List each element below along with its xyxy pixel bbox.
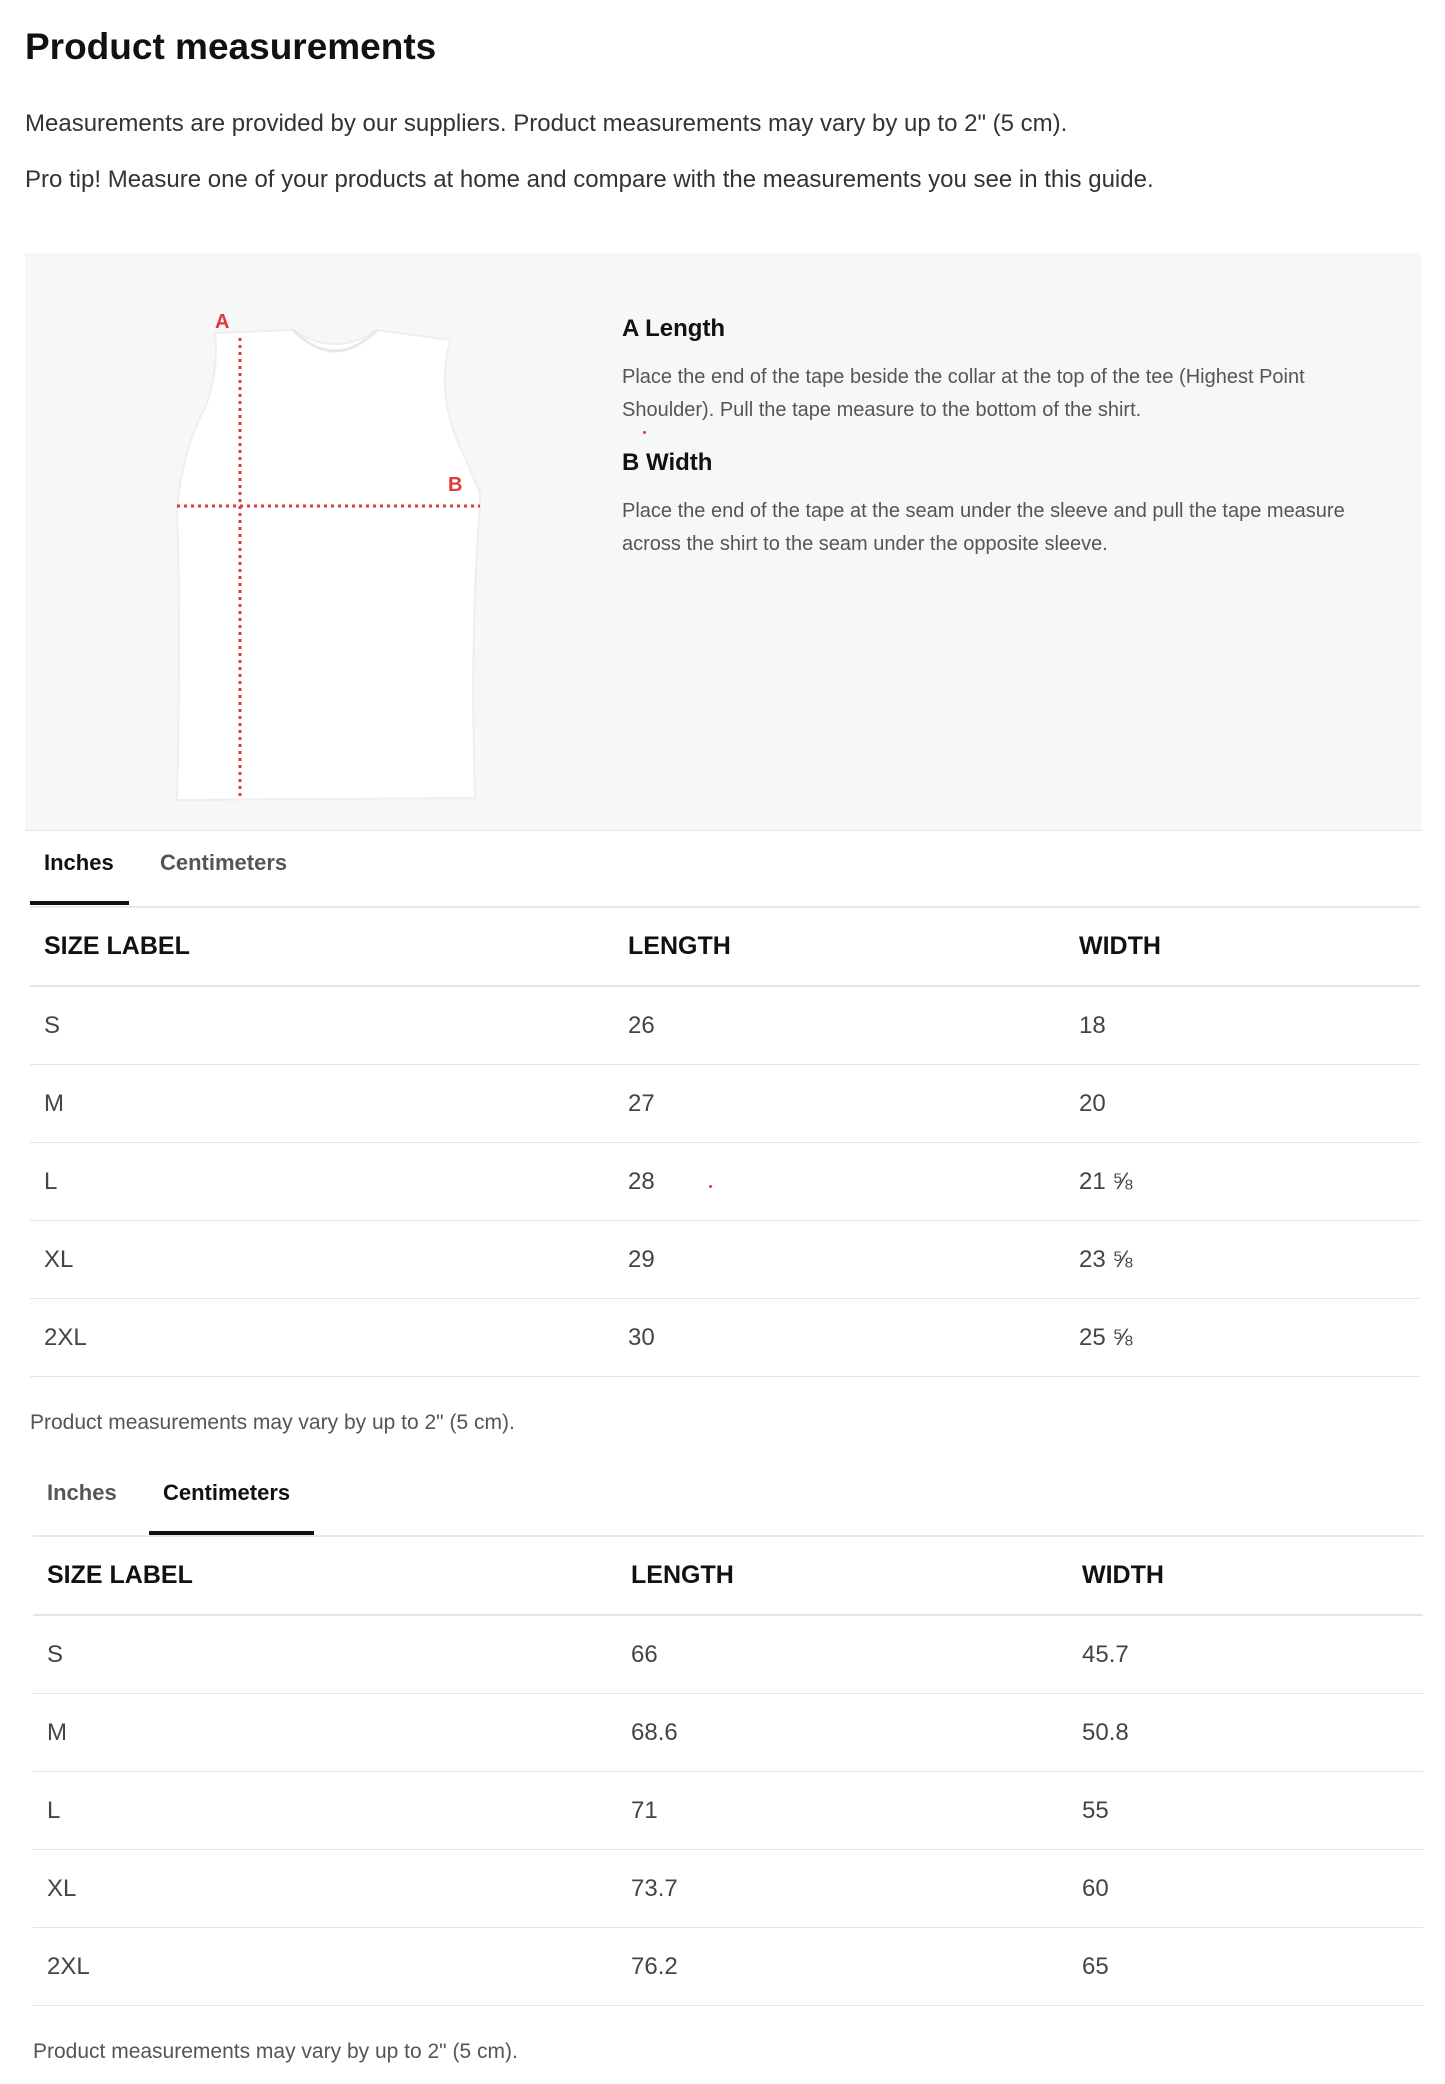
active-tab-indicator [30, 901, 129, 905]
width-cell: 25 ⅝ [1065, 1299, 1420, 1377]
column-header-width: WIDTH [1068, 1536, 1423, 1615]
table-row [30, 1221, 1420, 1299]
length-cell: 27 [614, 1065, 1065, 1143]
table-row [33, 1694, 1423, 1772]
table-header-row [33, 1536, 1423, 1615]
width-cell: 45.7 [1068, 1615, 1423, 1694]
table-row [33, 1772, 1423, 1850]
length-cell: 26 [614, 986, 1065, 1065]
column-header-length: LENGTH [614, 907, 1065, 986]
tab-inches[interactable]: Inches [47, 1480, 117, 1505]
length-cell: 30 [614, 1299, 1065, 1377]
width-description: Place the end of the tape at the seam under the sleeve and pull the tape measure across the shirt to the seam under the opposite sleeve. [622, 500, 1345, 555]
table-footnote: Product measurements may vary by up to 2" (5 cm). [33, 2040, 518, 2063]
page-title: Product measurements [25, 26, 437, 67]
table-row [33, 1850, 1423, 1928]
length-heading: A Length [622, 315, 726, 342]
artifact-dot [709, 1185, 712, 1188]
unit-tabs [33, 1460, 1423, 1536]
table-header-row [30, 907, 1420, 986]
artifact-dot [643, 431, 646, 434]
width-heading: B Width [622, 449, 713, 476]
width-cell: 55 [1068, 1772, 1423, 1850]
width-cell: 50.8 [1068, 1694, 1423, 1772]
intro-text: Measurements are provided by our suppliers. Product measurements may vary by up to 2" (5 cm). [25, 110, 1068, 137]
length-cell: 28 [614, 1143, 1065, 1221]
tab-centimeters[interactable]: Centimeters [163, 1480, 291, 1505]
table-footnote: Product measurements may vary by up to 2" (5 cm). [30, 1411, 515, 1434]
length-description: Place the end of the tape beside the collar at the top of the tee (Highest Point Shoulder). Pull the tape measure to the bottom of the shirt. [622, 366, 1305, 421]
tab-centimeters[interactable]: Centimeters [160, 850, 288, 875]
length-cell: 29 [614, 1221, 1065, 1299]
length-cell: 76.2 [617, 1928, 1068, 2006]
table-row [33, 1615, 1423, 1694]
size-table-inches [30, 906, 1420, 1377]
width-cell: 18 [1065, 986, 1420, 1065]
label-a: A [215, 311, 230, 333]
measurement-instructions [622, 315, 1392, 583]
column-header-size: SIZE LABEL [30, 907, 614, 986]
unit-tabs [30, 830, 1420, 906]
tank-top-diagram [135, 298, 535, 818]
table-row [33, 1928, 1423, 2006]
size-cell: 2XL [30, 1299, 614, 1377]
length-cell: 66 [617, 1615, 1068, 1694]
column-header-width: WIDTH [1065, 907, 1420, 986]
size-cell: XL [33, 1850, 617, 1928]
size-cell: L [30, 1143, 614, 1221]
label-b: B [448, 474, 463, 496]
size-cell: S [30, 986, 614, 1065]
length-cell: 68.6 [617, 1694, 1068, 1772]
table-row [30, 986, 1420, 1065]
size-cell: 2XL [33, 1928, 617, 2006]
width-cell: 20 [1065, 1065, 1420, 1143]
size-cell: M [33, 1694, 617, 1772]
length-cell: 71 [617, 1772, 1068, 1850]
size-table-centimeters [33, 1535, 1423, 2006]
table-row [30, 1299, 1420, 1377]
measurement-guide-panel [25, 253, 1422, 831]
table-row [30, 1065, 1420, 1143]
size-cell: L [33, 1772, 617, 1850]
width-cell: 21 ⅝ [1065, 1143, 1420, 1221]
size-cell: S [33, 1615, 617, 1694]
width-cell: 23 ⅝ [1065, 1221, 1420, 1299]
table-row [30, 1143, 1420, 1221]
column-header-size: SIZE LABEL [33, 1536, 617, 1615]
size-cell: M [30, 1065, 614, 1143]
tank-top-shape [177, 330, 480, 800]
size-cell: XL [30, 1221, 614, 1299]
length-cell: 73.7 [617, 1850, 1068, 1928]
width-cell: 65 [1068, 1928, 1423, 2006]
tab-inches[interactable]: Inches [44, 850, 114, 875]
column-header-length: LENGTH [617, 1536, 1068, 1615]
width-cell: 60 [1068, 1850, 1423, 1928]
pro-tip-text: Pro tip! Measure one of your products at home and compare with the measurements you see in this guide. [25, 166, 1154, 193]
